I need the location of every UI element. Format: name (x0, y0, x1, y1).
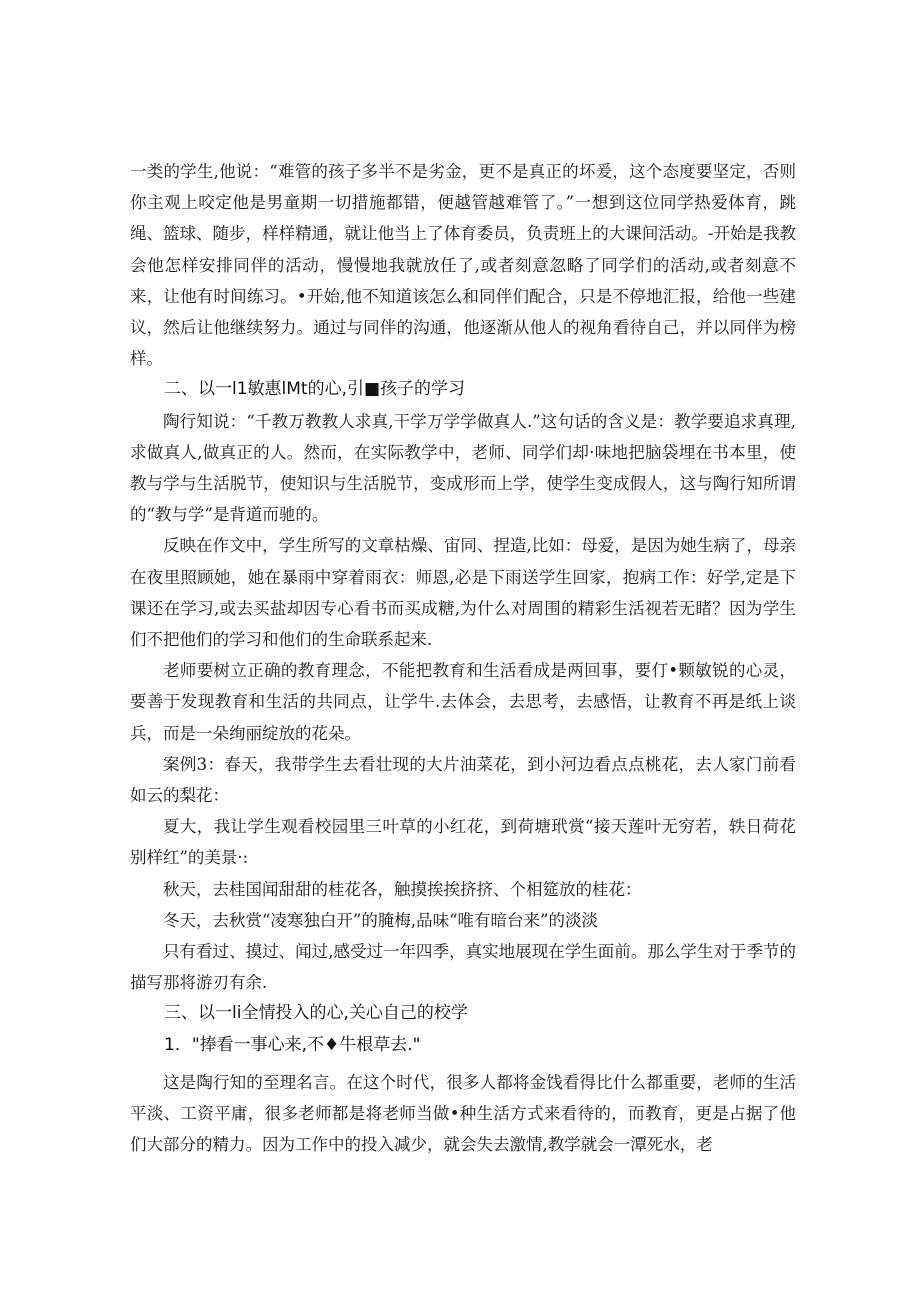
body-paragraph: 夏大，我让学生观看校园里三叶草的小红花，到荷塘玳赏“接天莲叶无穷若，轶日荷花别样红”的美景·: (130, 817, 796, 868)
subsection-heading: 1．"捧看一事心来,不♦牛根草去." (164, 1034, 421, 1055)
body-paragraph: 这是陶行知的至理名言。在这个时代，很多人都将金饯看得比什么都重要，老师的生活平淡、工资平庸，很多老师都是将老师当做•种生活方式来看待的，而教育，更是占据了他们大部分的精力。因为工作中的投入减少，就会失去激情,教学就会一潭死水，老 (130, 1072, 796, 1155)
body-paragraph: 一类的学生,他说：“难管的孩子多半不是劣金，更不是真正的坏爰，这个态度要坚定，否则你主观上咬定他是男童期一切措施都错，便越管越难管了。”一想到这位同学热爱体育，跳绳、篮球、随步，样样精通，就让他当上了体育委员，负责班上的大课间活动。-开始是我教会他怎样安排同伴的活动，慢慢地我就放任了,或者刻意忽略了同学们的活动,或者刻意不来，让他有时间练习。•开始,他不知道该怎么和同伴们配合，只是不停地汇报，给他一些建议，然后让他继续努力。通过与同伴的沟通，他逐渐从他人的视角看待自己，并以同伴为榜样。 (130, 162, 796, 369)
body-paragraph: 冬天，去秋赏“凌寒独白开”的腌梅,品味“唯有暗台来”的淡淡 (163, 910, 598, 930)
body-paragraph: 反映在作文中，学生所写的文章枯燥、宙同、捏造,比如：母爱，是因为她生病了，母亲在夜里照顾她，她在暴雨中穿着雨衣：师恩,必是下雨送学生回家，抱病工作：好学,定是下课还在学习,或去买盐却因专心看书而买成糖,为什么对周围的精彩生活视若无睹？因为学生们不把他们的学习和他们的生命联系起来. (130, 536, 796, 650)
body-paragraph: 秋天，去桂国闻甜甜的桂花各，触摸挨挨挤挤、个相筵放的桂花： (163, 879, 642, 899)
body-paragraph: 老师要树立正确的教育理念，不能把教育和生活看成是两回事，要仃•颗敏锐的心灵，要善于发现教育和生活的共同点，让学牛.去体会，去思考，去感悟，让教育不再是纸上谈兵，而是一朵绚丽绽放的花朵。 (130, 661, 796, 743)
document-body (130, 156, 796, 1161)
body-paragraph: 陶行知说：“千教万教教人求真,干学万学学做真人.”这句话的含义是：教学要追求真理,求做真人,做真正的人。然而，在实际教学中，老师、同学们却·味地把脑袋埋在书本里，使教与学与生活脱节，使知识与生活脱节，变成形而上学，使学生变成假人，这与陶行知所谓的“教与学”是背道而驰的。 (130, 411, 796, 525)
section-heading: 二、以一l1敏惠lMt的心,引■孩子的学习 (164, 379, 466, 400)
body-paragraph: 只有看过、摸过、闻过,感受过一年四季，真实地展现在学生面前。那么学生对于季节的描写那将游刃有余. (130, 942, 796, 993)
section-heading: 三、以一li全情投入的心,关心自己的校学 (164, 1003, 468, 1024)
body-paragraph: 案例3：春天，我带学生去看壮现的大片油菜花，到小河边看点点桃花，去人家门前看如云的梨花： (130, 754, 796, 806)
